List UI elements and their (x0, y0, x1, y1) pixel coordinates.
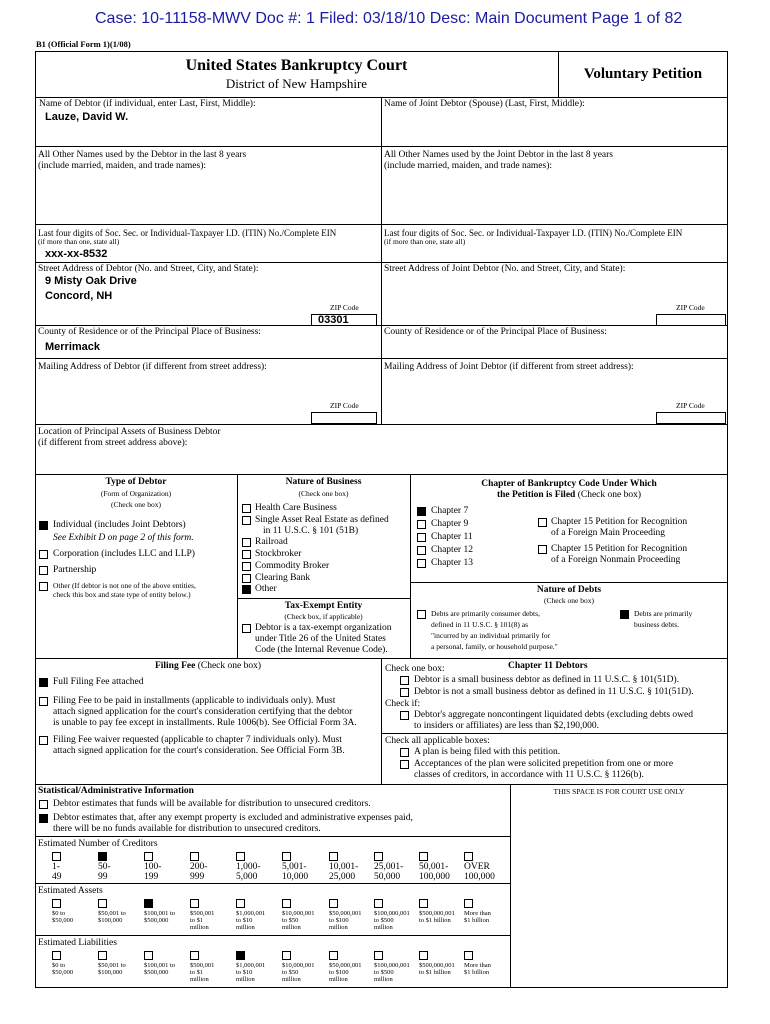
assets-option-label: $50,000 (52, 917, 74, 924)
liabilities-option-label: $1,000,001 (236, 962, 266, 969)
full-filing-fee-checkbox[interactable] (39, 678, 48, 687)
creditors-option-checkbox[interactable] (282, 852, 291, 861)
not-small-business-checkbox[interactable] (400, 688, 409, 697)
liabilities-option-checkbox[interactable] (464, 951, 473, 960)
chapter-7-checkbox[interactable] (417, 507, 426, 516)
debtor-street-2[interactable]: Concord, NH (45, 290, 113, 302)
stat-title: Statistical/Administrative Information (38, 786, 194, 796)
aggregate-debts-checkbox[interactable] (400, 711, 409, 720)
liabilities-option-checkbox[interactable] (52, 951, 61, 960)
joint-mailing-label: Mailing Address of Joint Debtor (if different from street address): (384, 362, 634, 372)
debtor-zip-label: ZIP Code (330, 303, 359, 312)
liabilities-option-checkbox[interactable] (190, 951, 199, 960)
railroad-checkbox[interactable] (242, 538, 251, 547)
creditors-option-label: OVER (464, 862, 490, 872)
business-debts-checkbox[interactable] (620, 610, 629, 619)
assets-option-label: $10,000,001 (282, 910, 315, 917)
creditors-option-checkbox[interactable] (419, 852, 428, 861)
debtor-county[interactable]: Merrimack (45, 341, 101, 353)
assets-option-label: to $1 billion (419, 917, 451, 924)
liabilities-option-checkbox[interactable] (329, 951, 338, 960)
partnership-checkbox[interactable] (39, 566, 48, 575)
liabilities-option-label: $100,000,001 (374, 962, 410, 969)
creditors-option-label: 1,000- (236, 862, 261, 872)
chapter-9-checkbox[interactable] (417, 520, 426, 529)
debtor-mailing-label: Mailing Address of Debtor (if different from street address): (38, 362, 267, 372)
debtor-other-names-label: All Other Names used by the Debtor in the last 8 years (38, 150, 247, 160)
liabilities-option-label: $100,001 to (144, 962, 176, 969)
creditors-option-label: 200- (190, 862, 208, 872)
health-care-checkbox[interactable] (242, 504, 251, 513)
funds-available-checkbox[interactable] (39, 800, 48, 809)
acceptances-checkbox[interactable] (400, 760, 409, 769)
assets-option-label: $50,001 to (98, 910, 126, 917)
creditors-option-checkbox[interactable] (144, 852, 153, 861)
chapter-title: Chapter of Bankruptcy Code Under Which (481, 479, 657, 489)
liabilities-option-label: $1 billion (464, 969, 490, 976)
tax-exempt-checkbox[interactable] (242, 624, 251, 633)
debtor-street-1[interactable]: 9 Misty Oak Drive (45, 275, 137, 287)
assets-option-label: $0 to (52, 910, 66, 917)
creditors-option-label: 999 (190, 872, 205, 882)
liabilities-option-label: to $1 (190, 969, 204, 976)
no-funds-checkbox[interactable] (39, 814, 48, 823)
debtor-name-label: Name of Debtor (if individual, enter Last, First, Middle): (39, 99, 256, 109)
liabilities-option-checkbox[interactable] (282, 951, 291, 960)
debtor-county-label: County of Residence or of the Principal Place of Business: (38, 327, 261, 337)
consumer-debts-checkbox[interactable] (417, 610, 426, 619)
type-of-debtor-title: Type of Debtor (105, 477, 167, 487)
chapter-15-nonmain-checkbox[interactable] (538, 545, 547, 554)
creditors-option-label: 50,001- (419, 862, 449, 872)
assets-option-label: million (329, 924, 348, 931)
assets-option-label: to $50 (282, 917, 299, 924)
creditors-option-label: 10,000 (282, 872, 309, 882)
debtor-ssn[interactable]: xxx-xx-8532 (45, 248, 108, 260)
liabilities-option-label: million (282, 976, 301, 983)
assets-option-checkbox[interactable] (144, 899, 153, 908)
case-header: Case: 10-11158-MWV Doc #: 1 Filed: 03/18/10 Desc: Main Document Page 1 of 82 (95, 10, 683, 27)
assets-option-label: million (190, 924, 209, 931)
chapter-12-checkbox[interactable] (417, 546, 426, 555)
assets-option-label: $500,001 (190, 910, 215, 917)
plan-filed-checkbox[interactable] (400, 748, 409, 757)
liabilities-option-checkbox[interactable] (419, 951, 428, 960)
assets-option-label: $50,000,001 (329, 910, 362, 917)
assets-option-checkbox[interactable] (464, 899, 473, 908)
assets-option-label: $100,000 (98, 917, 123, 924)
joint-name-label: Name of Joint Debtor (Spouse) (Last, First, Middle): (384, 99, 585, 109)
creditors-option-label: 1- (52, 862, 60, 872)
chapter-13-checkbox[interactable] (417, 559, 426, 568)
debtor-street-label: Street Address of Debtor (No. and Street, City, and State): (38, 264, 259, 274)
liabilities-option-checkbox[interactable] (98, 951, 107, 960)
debtor-name[interactable]: Lauze, David W. (45, 111, 129, 123)
individual-checkbox[interactable] (39, 521, 48, 530)
joint-ssn-sub: (if more than one, state all) (384, 237, 466, 246)
assets-option-label: to $10 (236, 917, 253, 924)
fee-waiver-checkbox[interactable] (39, 736, 48, 745)
joint-other-names-sub: (include married, maiden, and trade names): (384, 161, 553, 171)
creditors-option-label: 99 (98, 872, 108, 882)
debtor-ssn-label: Last four digits of Soc. Sec. or Individual-Taxpayer I.D. (ITIN) No./Complete EIN (38, 228, 337, 238)
court-title: United States Bankruptcy Court (185, 57, 408, 74)
joint-street-label: Street Address of Joint Debtor (No. and Street, City, and State): (384, 264, 626, 274)
chapter-11-debtors-title: Chapter 11 Debtors (508, 661, 588, 671)
chapter-15-main-checkbox[interactable] (538, 518, 547, 527)
joint-other-names-label: All Other Names used by the Joint Debtor in the last 8 years (384, 150, 614, 160)
joint-mailing-zip-label: ZIP Code (676, 401, 705, 410)
single-asset-checkbox[interactable] (242, 516, 251, 525)
liabilities-label: Estimated Liabilities (38, 938, 117, 948)
other-business-checkbox[interactable] (242, 585, 251, 594)
joint-zip-box (656, 314, 726, 326)
creditors-option-checkbox[interactable] (236, 852, 245, 861)
liabilities-option-label: million (374, 976, 393, 983)
assets-option-checkbox[interactable] (374, 899, 383, 908)
creditors-option-label: 25,001- (374, 862, 404, 872)
liabilities-option-label: to $50 (282, 969, 299, 976)
liabilities-option-label: $50,000,001 (329, 962, 362, 969)
commodity-broker-checkbox[interactable] (242, 562, 251, 571)
assets-option-label: $500,000,001 (419, 910, 455, 917)
assets-option-checkbox[interactable] (419, 899, 428, 908)
creditors-option-label: 5,000 (236, 872, 258, 882)
liabilities-option-label: $10,000,001 (282, 962, 315, 969)
liabilities-option-label: $50,000 (52, 969, 74, 976)
assets-option-checkbox[interactable] (190, 899, 199, 908)
stockbroker-checkbox[interactable] (242, 550, 251, 559)
creditors-option-label: 50,000 (374, 872, 401, 882)
installments-checkbox[interactable] (39, 697, 48, 706)
creditors-option-label: 100,000 (464, 872, 495, 882)
debtor-mailing-zip-label: ZIP Code (330, 401, 359, 410)
assets-label: Estimated Assets (38, 886, 103, 896)
petition-type: Voluntary Petition (583, 66, 703, 82)
assets-option-label: to $1 (190, 917, 204, 924)
liabilities-option-label: $50,001 to (98, 962, 126, 969)
liabilities-option-label: to $100 (329, 969, 349, 976)
court-use-label: THIS SPACE IS FOR COURT USE ONLY (553, 787, 685, 796)
nature-of-debts-title: Nature of Debts (536, 585, 602, 595)
liabilities-option-label: $500,001 (190, 962, 215, 969)
chapter-11-checkbox[interactable] (417, 533, 426, 542)
joint-zip-label: ZIP Code (676, 303, 705, 312)
liabilities-option-label: million (236, 976, 255, 983)
filing-fee-title: Filing Fee (Check one box) (154, 661, 262, 671)
creditors-option-checkbox[interactable] (374, 852, 383, 861)
liabilities-option-label: million (190, 976, 209, 983)
creditors-option-checkbox[interactable] (52, 852, 61, 861)
corporation-checkbox[interactable] (39, 550, 48, 559)
assets-option-checkbox[interactable] (282, 899, 291, 908)
creditors-option-label: 100- (144, 862, 162, 872)
assets-option-label: $1 billion (464, 917, 490, 924)
liabilities-option-checkbox[interactable] (236, 951, 245, 960)
liabilities-option-label: to $500 (374, 969, 394, 976)
debtor-ssn-sub: (if more than one, state all) (38, 237, 120, 246)
assets-option-label: $100,001 to (144, 910, 176, 917)
assets-option-label: More than (464, 910, 491, 917)
liabilities-option-checkbox[interactable] (374, 951, 383, 960)
assets-option-label: million (374, 924, 393, 931)
creditors-option-label: 25,000 (329, 872, 356, 882)
form-id: B1 (Official Form 1)(1/08) (36, 39, 131, 49)
liabilities-option-label: million (329, 976, 348, 983)
creditors-option-label: 10,001- (329, 862, 359, 872)
liabilities-option-label: $100,000 (98, 969, 123, 976)
assets-option-label: $500,000 (144, 917, 169, 924)
assets-option-checkbox[interactable] (329, 899, 338, 908)
creditors-option-label: 199 (144, 872, 159, 882)
liabilities-option-checkbox[interactable] (144, 951, 153, 960)
creditors-option-checkbox[interactable] (464, 852, 473, 861)
liabilities-option-label: to $1 billion (419, 969, 451, 976)
location-label-2: (if different from street address above): (38, 438, 188, 448)
creditors-option-label: 49 (52, 872, 62, 882)
small-business-checkbox[interactable] (400, 676, 409, 685)
assets-option-label: to $500 (374, 917, 394, 924)
joint-county-label: County of Residence or of the Principal Place of Business: (384, 327, 607, 337)
assets-option-checkbox[interactable] (52, 899, 61, 908)
liabilities-option-label: $0 to (52, 962, 66, 969)
creditors-option-checkbox[interactable] (190, 852, 199, 861)
assets-option-label: $100,000,001 (374, 910, 410, 917)
creditors-option-label: 5,001- (282, 862, 307, 872)
clearing-bank-checkbox[interactable] (242, 574, 251, 583)
assets-option-label: million (282, 924, 301, 931)
other-entity-checkbox[interactable] (39, 582, 48, 591)
assets-option-checkbox[interactable] (236, 899, 245, 908)
liabilities-option-label: to $10 (236, 969, 253, 976)
court-district: District of New Hampshire (225, 76, 368, 91)
creditors-label: Estimated Number of Creditors (38, 839, 158, 849)
liabilities-option-label: More than (464, 962, 491, 969)
creditors-option-checkbox[interactable] (329, 852, 338, 861)
nature-of-business-title: Nature of Business (285, 477, 362, 487)
liabilities-option-label: $500,000 (144, 969, 169, 976)
assets-option-label: to $100 (329, 917, 349, 924)
debtor-other-names-sub: (include married, maiden, and trade names): (38, 161, 207, 171)
location-label-1: Location of Principal Assets of Business Debtor (38, 427, 221, 437)
creditors-option-label: 50- (98, 862, 111, 872)
debtor-zip[interactable]: 03301 (318, 314, 349, 326)
tax-exempt-title: Tax-Exempt Entity (284, 601, 363, 611)
liabilities-option-label: $500,000,001 (419, 962, 455, 969)
creditors-option-checkbox[interactable] (98, 852, 107, 861)
joint-ssn-label: Last four digits of Soc. Sec. or Individual-Taxpayer I.D. (ITIN) No./Complete EIN (384, 228, 683, 238)
assets-option-label: million (236, 924, 255, 931)
assets-option-checkbox[interactable] (98, 899, 107, 908)
assets-option-label: $1,000,001 (236, 910, 266, 917)
creditors-option-label: 100,000 (419, 872, 450, 882)
